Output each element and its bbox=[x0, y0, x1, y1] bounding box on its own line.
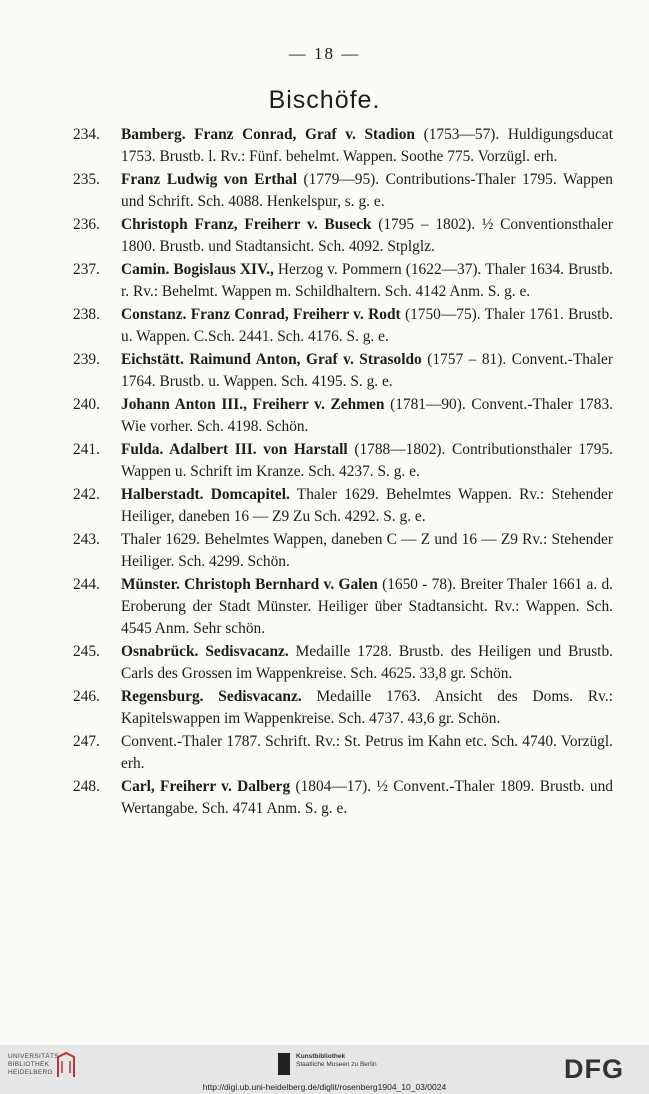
catalog-entry bbox=[0, 169, 649, 213]
entry-heading: Osnabrück. Sedisvacanz. bbox=[121, 643, 289, 660]
entry-description: (1750—75). Thaler 1761. Brustb. u. Wappen. C.Sch. 2441. Sch. 4176. S. g. e. bbox=[121, 306, 613, 345]
entry-heading: Bamberg. Franz Conrad, Graf v. Stadion bbox=[121, 126, 415, 143]
entry-heading: Camin. Bogislaus XIV., bbox=[121, 261, 274, 278]
entry-text bbox=[121, 731, 613, 775]
catalog-entry bbox=[0, 124, 649, 168]
entry-text bbox=[121, 214, 613, 258]
uni-logo-line: BIBLIOTHEK bbox=[8, 1061, 50, 1068]
entry-number: 246. bbox=[73, 688, 100, 705]
uni-logo-line: HEIDELBERG bbox=[8, 1069, 53, 1076]
entry-heading: Johann Anton III., Freiherr v. Zehmen bbox=[121, 396, 385, 413]
university-library-logo[interactable] bbox=[8, 1053, 88, 1083]
entry-description: (1781—90). Convent.-Thaler 1783. Wie vorher. Sch. 4198. Schön. bbox=[121, 396, 613, 435]
catalog-entry bbox=[0, 259, 649, 303]
entry-text bbox=[121, 124, 613, 168]
catalog-entry bbox=[0, 484, 649, 528]
page-number: — 18 — bbox=[288, 44, 361, 63]
entry-number: 238. bbox=[73, 306, 100, 323]
dfg-logo[interactable]: DFG bbox=[564, 1054, 624, 1084]
entry-text bbox=[121, 169, 613, 213]
entry-heading: Constanz. Franz Conrad, Freiherr v. Rodt bbox=[121, 306, 401, 323]
kb-subtitle: Staatliche Museen zu Berlin bbox=[296, 1061, 377, 1068]
entry-text bbox=[121, 259, 613, 303]
entry-number: 243. bbox=[73, 531, 100, 548]
viewer-footer bbox=[0, 1045, 649, 1094]
kunstbibliothek-logo[interactable] bbox=[296, 1053, 416, 1083]
catalog-entry bbox=[0, 304, 649, 348]
entry-description: Medaille 1728. Brustb. des Heiligen und Brustb. Carls des Grossen im Wappenkreise. Sch. 4625. 33,8 gr. Schön. bbox=[121, 643, 613, 682]
entry-number: 240. bbox=[73, 396, 100, 413]
catalog-entry bbox=[0, 214, 649, 258]
entry-number: 244. bbox=[73, 576, 100, 593]
entry-heading: Regensburg. Sedisvacanz. bbox=[121, 688, 302, 705]
entry-text bbox=[121, 304, 613, 348]
entry-heading: Eichstätt. Raimund Anton, Graf v. Strasoldo bbox=[121, 351, 422, 368]
entry-description: Thaler 1629. Behelmtes Wappen. Rv.: Stehender Heiliger, daneben 16 — Z9 Zu Sch. 4292. S. g. e. bbox=[121, 486, 613, 525]
entry-text bbox=[121, 776, 613, 820]
entry-text bbox=[121, 439, 613, 483]
entry-description: Medaille 1763. Ansicht des Doms. Rv.: Kapitelswappen im Wappenkreise. Sch. 4737. 43,6 gr. Schön. bbox=[121, 688, 614, 727]
catalog-entry bbox=[0, 776, 649, 820]
entry-description: (1788—1802). Contributionsthaler 1795. Wappen u. Schrift im Kranze. Sch. 4237. S. g. e. bbox=[121, 441, 613, 480]
entry-number: 245. bbox=[73, 643, 100, 660]
catalog-entry bbox=[0, 529, 649, 573]
catalog-entry bbox=[0, 686, 649, 730]
university-emblem-icon bbox=[56, 1051, 76, 1079]
entry-text bbox=[121, 394, 613, 438]
catalog-entry bbox=[0, 574, 649, 640]
entry-heading: Carl, Freiherr v. Dalberg bbox=[121, 778, 291, 795]
catalog-entry bbox=[0, 641, 649, 685]
kb-name: Kunstbibliothek bbox=[296, 1053, 346, 1060]
entry-number: 248. bbox=[73, 778, 100, 795]
entry-description: (1753—57). Huldigungsducat 1753. Brustb. l. Rv.: Fünf. behelmt. Wappen. Soothe 775. Vorzügl. erh. bbox=[121, 126, 613, 165]
entry-number: 234. bbox=[73, 126, 100, 143]
entry-heading: Münster. Christoph Bernhard v. Galen bbox=[121, 576, 378, 593]
entry-number: 239. bbox=[73, 351, 100, 368]
entry-description: (1650 - 78). Breiter Thaler 1661 a. d. Eroberung der Stadt Münster. Heiliger über Stadtansicht. Rv.: Wappen. Sch. 4545 Anm. Sehr schön. bbox=[121, 576, 613, 637]
entry-number: 242. bbox=[73, 486, 100, 503]
entry-heading: Fulda. Adalbert III. von Harstall bbox=[121, 441, 348, 458]
entry-text bbox=[121, 574, 613, 640]
entry-number: 235. bbox=[73, 171, 100, 188]
entry-description: (1757 – 81). Convent.-Thaler 1764. Brustb. u. Wappen. Sch. 4195. S. g. e. bbox=[121, 351, 613, 390]
entry-heading: Franz Ludwig von Erthal bbox=[121, 171, 297, 188]
catalog-entry bbox=[0, 349, 649, 393]
uni-logo-line: UNIVERSITÄTS bbox=[8, 1053, 59, 1060]
catalog-entry bbox=[0, 394, 649, 438]
source-url[interactable]: http://digi.ub.uni-heidelberg.de/diglit/rosenberg1904_10_03/0024 bbox=[202, 1082, 447, 1092]
entry-number: 241. bbox=[73, 441, 100, 458]
kunstbibliothek-mark-icon bbox=[278, 1053, 290, 1075]
entry-text bbox=[121, 686, 613, 730]
entry-number: 236. bbox=[73, 216, 100, 233]
entry-text bbox=[121, 641, 613, 685]
entry-number: 247. bbox=[73, 733, 100, 750]
entry-number: 237. bbox=[73, 261, 100, 278]
catalog-entry bbox=[0, 439, 649, 483]
entry-text bbox=[121, 484, 613, 528]
entry-description: Herzog v. Pommern (1622—37). Thaler 1634. Brustb. r. Rv.: Behelmt. Wappen m. Schildhaltern. Sch. 4142 Anm. S. g. e. bbox=[121, 261, 613, 300]
entry-description: (1795 – 1802). ½ Conventionsthaler 1800. Brustb. und Stadtansicht. Sch. 4092. Stplglz. bbox=[121, 216, 613, 255]
catalog-entry bbox=[0, 731, 649, 775]
entry-description: (1779—95). Contributions-Thaler 1795. Wappen und Schrift. Sch. 4088. Henkelspur, s. g. e. bbox=[121, 171, 613, 210]
entry-description: Convent.-Thaler 1787. Schrift. Rv.: St. Petrus im Kahn etc. Sch. 4740. Vorzügl. erh. bbox=[121, 733, 613, 772]
catalog-entries bbox=[0, 124, 649, 821]
entry-text bbox=[121, 529, 613, 573]
entry-heading: Halberstadt. Domcapitel. bbox=[121, 486, 290, 503]
entry-heading: Christoph Franz, Freiherr v. Buseck bbox=[121, 216, 372, 233]
section-title: Bischöfe. bbox=[268, 86, 381, 114]
entry-text bbox=[121, 349, 613, 393]
entry-description: (1804—17). ½ Convent.-Thaler 1809. Brustb. und Wertangabe. Sch. 4741 Anm. S. g. e. bbox=[121, 778, 614, 817]
entry-description: Thaler 1629. Behelmtes Wappen, daneben C — Z und 16 — Z9 Rv.: Stehender Heiliger. Sch. 4299. Schön. bbox=[121, 531, 613, 570]
